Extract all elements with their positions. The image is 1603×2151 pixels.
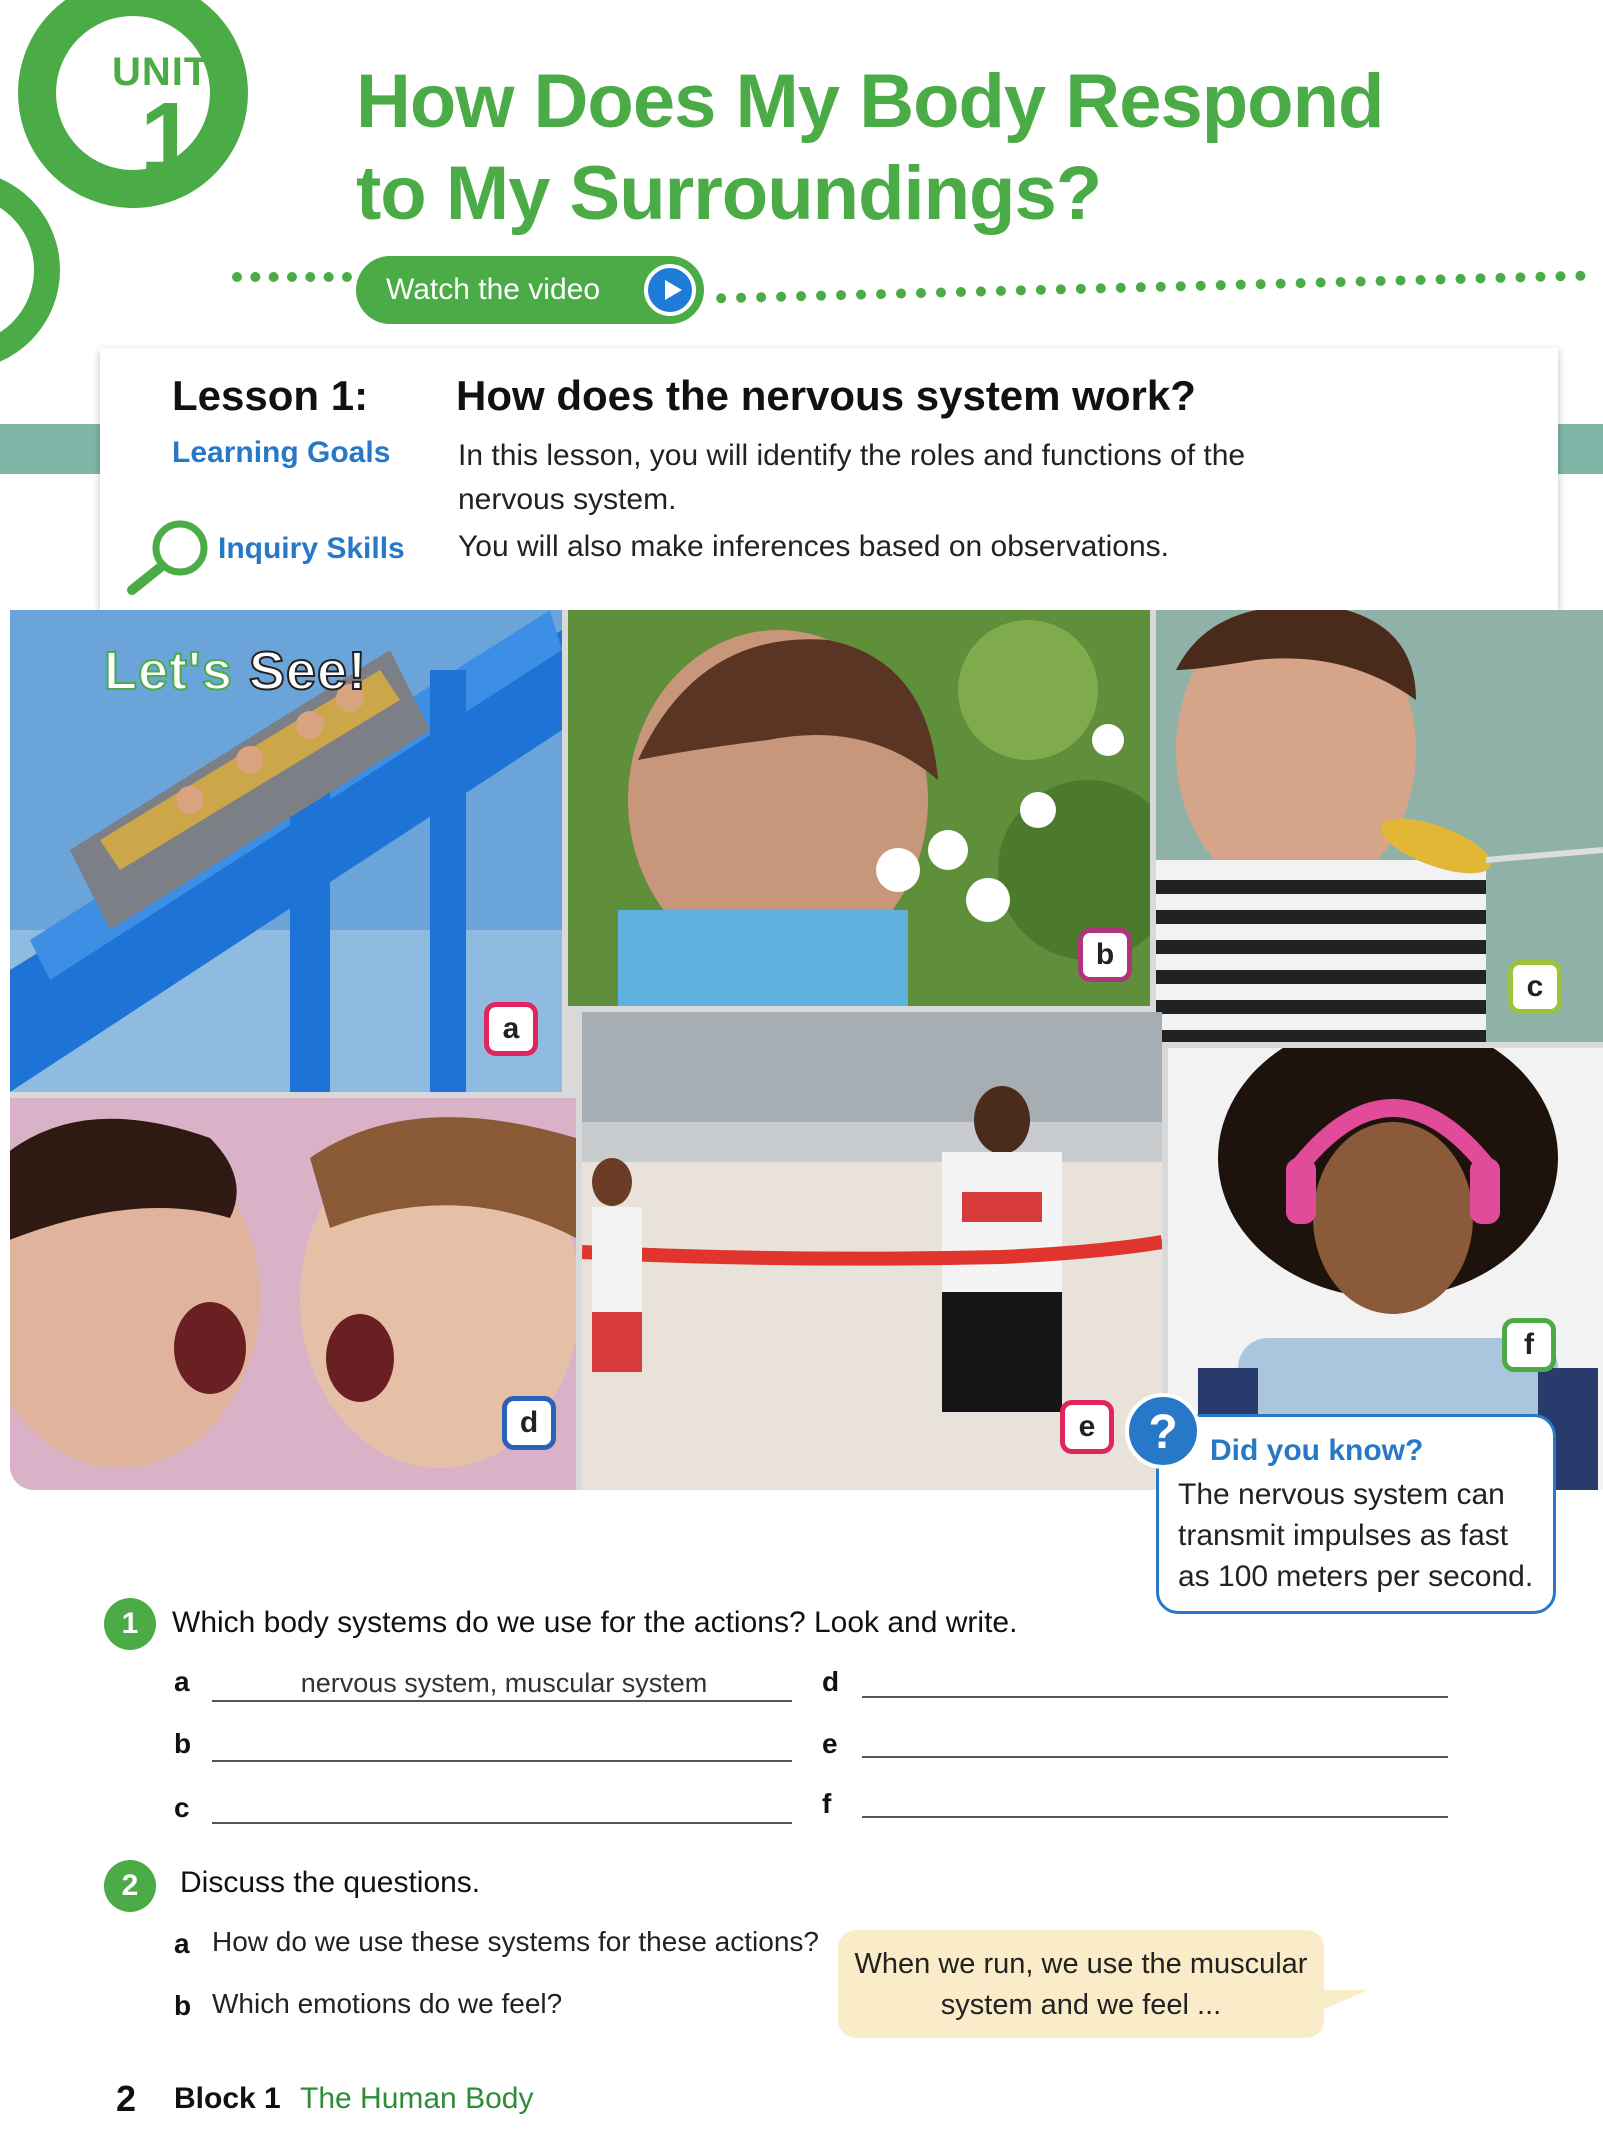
photo-label-a xyxy=(484,1002,538,1056)
photo-label-c-text: c xyxy=(1526,970,1544,1003)
exercise-1-number-text: 1 xyxy=(121,1607,139,1640)
item-b-letter: b xyxy=(174,1728,192,1759)
dotted-line-left xyxy=(232,272,352,282)
item-e-letter: e xyxy=(822,1728,838,1759)
answer-input-e[interactable] xyxy=(862,1720,1452,1758)
photo-boy-smelling-flowers xyxy=(568,610,1150,1006)
lets-see-part2: See! xyxy=(248,641,367,701)
dotted-line-right xyxy=(716,271,1586,304)
unit-title xyxy=(356,56,1556,240)
discuss-a-text: How do we use these systems for these actions? xyxy=(212,1926,819,1957)
watch-video-button[interactable] xyxy=(356,256,704,324)
watch-video-label: Watch the video xyxy=(386,273,600,306)
title-line-1: How Does My Body Respond xyxy=(356,59,1384,144)
discuss-b-letter: b xyxy=(174,1990,192,2021)
lets-see-part1: Let's xyxy=(104,641,233,701)
discuss-b-text: Which emotions do we feel? xyxy=(212,1988,563,2019)
learning-goals-label: Learning Goals xyxy=(172,436,391,469)
unit-badge xyxy=(18,0,248,208)
play-icon xyxy=(644,264,696,316)
question-mark-icon xyxy=(1124,1392,1202,1470)
unit-label: UNIT xyxy=(112,50,210,94)
answer-input-c[interactable] xyxy=(212,1786,796,1824)
lets-see-title xyxy=(104,640,367,702)
photo-label-c xyxy=(1508,960,1562,1014)
photo-runner-finish-line xyxy=(582,1012,1162,1490)
photo-label-b-text: b xyxy=(1095,938,1115,971)
page-number: 2 xyxy=(116,2078,137,2119)
speech-bubble-text: When we run, we use the muscular system and we feel ... xyxy=(854,1948,1308,2021)
photo-grid xyxy=(10,610,1603,1490)
photo-label-f xyxy=(1502,1318,1556,1372)
item-d-letter: d xyxy=(822,1666,840,1697)
discuss-a-letter: a xyxy=(174,1928,190,1959)
answer-input-a[interactable] xyxy=(212,1664,796,1702)
exercise-2-number xyxy=(104,1860,156,1912)
learning-goals-text: In this lesson, you will identify the roles and functions of the nervous system. xyxy=(458,439,1246,516)
exercise-2-question: Discuss the questions. xyxy=(180,1866,481,1899)
footer-block: Block 1 xyxy=(174,2082,281,2115)
inquiry-skills-text: You will also make inferences based on observations. xyxy=(458,530,1169,563)
did-you-know-title: Did you know? xyxy=(1210,1434,1424,1467)
photo-boy-grimacing xyxy=(1156,610,1603,1042)
photo-label-e xyxy=(1060,1400,1114,1454)
unit-number: 1 xyxy=(140,82,196,194)
answer-input-f[interactable] xyxy=(862,1780,1452,1818)
photo-label-e-text: e xyxy=(1078,1410,1096,1443)
inquiry-skills-label: Inquiry Skills xyxy=(218,532,405,565)
item-f-letter: f xyxy=(822,1788,832,1819)
magnifier-icon xyxy=(122,516,212,596)
answer-input-d[interactable] xyxy=(862,1660,1452,1698)
exercise-1-question: Which body systems do we use for the actions? Look and write. xyxy=(172,1606,1018,1639)
decorative-arc xyxy=(0,170,60,370)
lesson-question: How does the nervous system work? xyxy=(456,372,1196,419)
photo-label-f-text: f xyxy=(1524,1328,1534,1361)
photo-label-d xyxy=(502,1396,556,1450)
svg-text:?: ? xyxy=(1148,1406,1178,1459)
item-a-letter: a xyxy=(174,1666,190,1697)
speech-bubble-tail xyxy=(1318,1990,1368,2012)
exercise-2-number-text: 2 xyxy=(121,1869,139,1902)
lesson-label: Lesson 1: xyxy=(172,372,369,419)
photo-boys-shouting xyxy=(10,1098,576,1490)
title-line-2: to My Surroundings? xyxy=(356,151,1102,236)
did-you-know-text: The nervous system can transmit impulses as fast as 100 meters per second. xyxy=(1178,1478,1534,1593)
photo-label-b xyxy=(1078,928,1132,982)
photo-label-d-text: d xyxy=(519,1406,539,1439)
exercise-1-number xyxy=(104,1598,156,1650)
item-c-letter: c xyxy=(174,1792,190,1823)
footer-topic: The Human Body xyxy=(300,2082,534,2115)
answer-input-b[interactable] xyxy=(212,1724,796,1762)
photo-label-a-text: a xyxy=(502,1012,520,1045)
